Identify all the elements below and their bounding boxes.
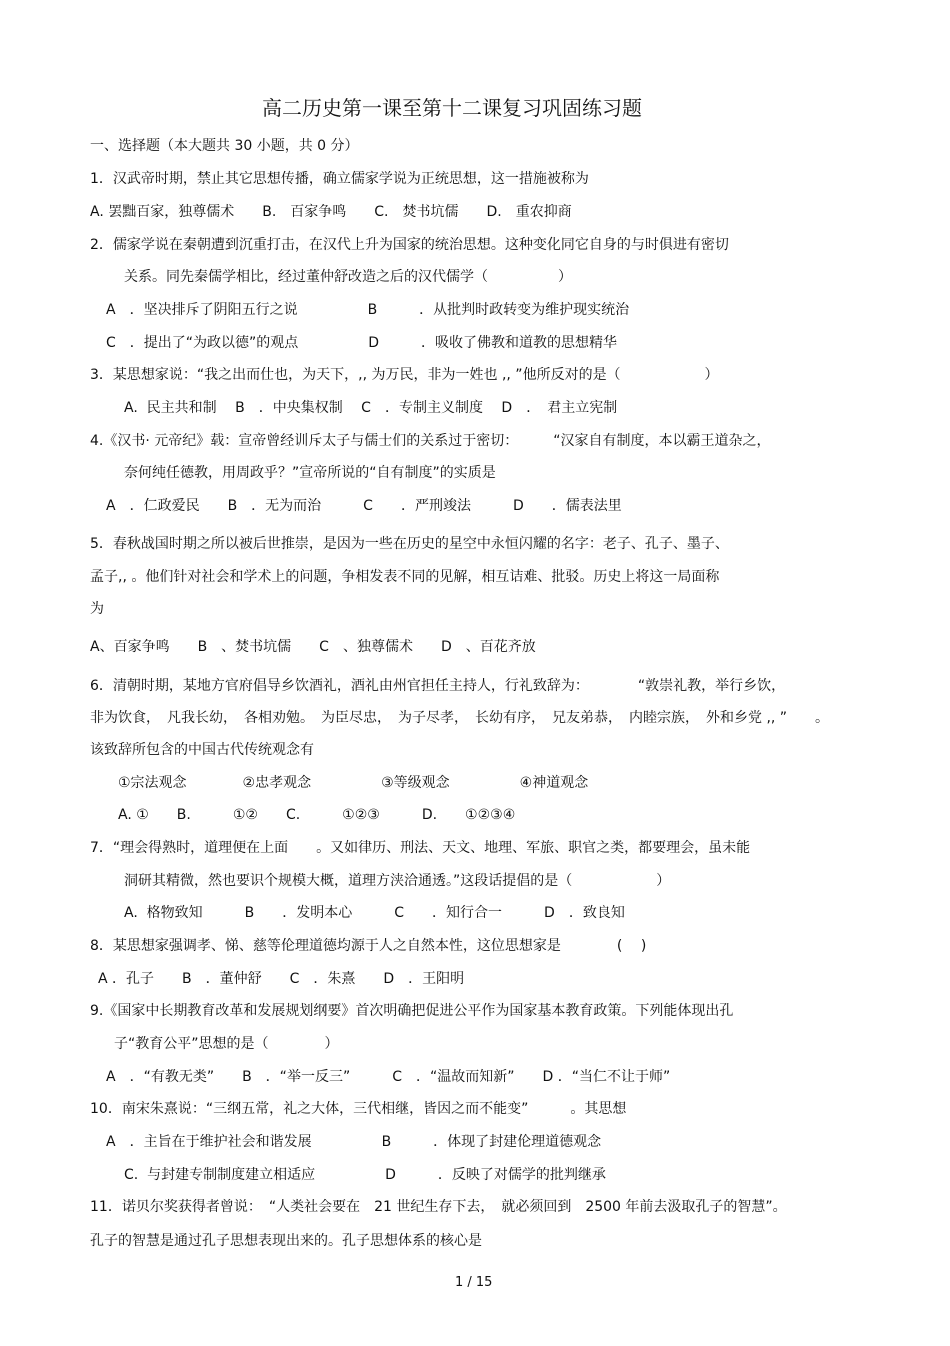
text-line: ①宗法观念 ②忠孝观念 ③等级观念 ④神道观念: [118, 775, 589, 791]
text-line: C ．提出了“为政以德”的观点 D ．吸收了佛教和道教的思想精华: [106, 335, 618, 351]
text-line: A ．坚决排斥了阴阳五行之说 B ．从批判时政转变为维护现实统治: [106, 302, 630, 318]
page-title: 高二历史第一课至第十二课复习巩固练习题: [262, 96, 642, 120]
text-line: 7．“理会得熟时，道理便在上面 。又如律历、刑法、天文、地理、军旅、职官之类，都要理会，虽未能: [90, 840, 751, 856]
text-line: 3．某思想家说：“我之出而仕也，为天下，,, 为万民，非为一姓也 ,, ”他所反对的是（ ）: [90, 367, 719, 383]
page-number: 1 / 15: [455, 1275, 493, 1290]
text-line: 8．某思想家强调孝、悌、慈等伦理道德均源于人之自然本性，这位思想家是 ( ): [90, 938, 647, 954]
text-line: A ．孔子 B ．董仲舒 C ．朱熹 D ．王阳明: [98, 971, 465, 987]
text-line: A. 罢黜百家，独尊儒术 B. 百家争鸣 C. 焚书坑儒 D. 重农抑商: [90, 204, 572, 220]
section-heading: 一、选择题（本大题共 30 小题，共 0 分）: [90, 138, 359, 154]
text-line: C. 与封建专制制度建立相适应 D ．反映了对儒学的批判继承: [124, 1167, 606, 1183]
text-line: 孟子,, 。他们针对社会和学术上的问题，争相发表不同的见解，相互诘难、批驳。历史上将这一局面称: [90, 569, 720, 585]
text-line: 洞研其精微，然也要识个规模大概，道理方浃洽通透。”这段话提倡的是（ ）: [124, 873, 671, 889]
text-line: 子“教育公平”思想的是（ ）: [114, 1036, 339, 1052]
text-line: 孔子的智慧是通过孔子思想表现出来的。孔子思想体系的核心是: [90, 1233, 482, 1249]
text-line: A ．仁政爱民 B ．无为而治 C ．严刑竣法 D ．儒表法里: [106, 498, 622, 514]
text-line: A ．主旨在于维护社会和谐发展 B ．体现了封建伦理道德观念: [106, 1134, 602, 1150]
text-line: 2．儒家学说在秦朝遭到沉重打击，在汉代上升为国家的统治思想。这种变化同它自身的与时俱进有密切: [90, 237, 729, 253]
text-line: A、百家争鸣 B 、焚书坑儒 C 、独尊儒术 D 、百花齐放: [90, 639, 536, 655]
text-line: 10．南宋朱熹说：“三纲五常，礼之大体，三代相继，皆因之而不能变” 。其思想: [90, 1101, 627, 1117]
text-line: A. ① B. ①② C. ①②③ D. ①②③④: [118, 807, 516, 823]
text-line: 11．诺贝尔奖获得者曾说： “人类社会要在 21 世纪生存下去， 就必须回到 2500 年前去汲取孔子的智慧”。: [90, 1199, 787, 1215]
text-line: 为: [90, 601, 104, 617]
text-line: 5．春秋战国时期之所以被后世推崇，是因为一些在历史的星空中永恒闪耀的名字：老子、孔子、墨子、: [90, 536, 729, 552]
text-line: A ．“有教无类” B ．“举一反三” C ．“温故而知新” D ．“当仁不让于师”: [106, 1069, 671, 1085]
text-line: 4.《汉书· 元帝纪》载：宣帝曾经训斥太子与儒士们的关系过于密切： “汉家自有制度，本以霸王道杂之，: [90, 433, 771, 449]
text-line: 关系。同先秦儒学相比，经过董仲舒改造之后的汉代儒学（ ）: [124, 269, 572, 285]
text-line: 9.《国家中长期教育改革和发展规划纲要》首次明确把促进公平作为国家基本教育政策。下列能体现出孔: [90, 1003, 734, 1019]
text-line: 1．汉武帝时期，禁止其它思想传播，确立儒家学说为正统思想，这一措施被称为: [90, 171, 589, 187]
text-line: 奈何纯任德教，用周政乎？”宣帝所说的“自有制度”的实质是: [124, 465, 496, 481]
text-line: A. 民主共和制 B ．中央集权制 C ．专制主义制度 D ． 君主立宪制: [124, 400, 618, 416]
text-line: 该致辞所包含的中国古代传统观念有: [90, 742, 314, 758]
text-line: 非为饮食， 凡我长幼， 各相劝勉。 为臣尽忠， 为子尽孝， 长幼有序， 兄友弟恭， 内睦宗族， 外和乡党 ,, ” 。: [90, 710, 830, 726]
text-line: 6．清朝时期，某地方官府倡导乡饮酒礼，酒礼由州官担任主持人，行礼致辞为： “敦崇礼教，举行乡饮，: [90, 678, 786, 694]
text-line: A. 格物致知 B ．发明本心 C ．知行合一 D ．致良知: [124, 905, 625, 921]
